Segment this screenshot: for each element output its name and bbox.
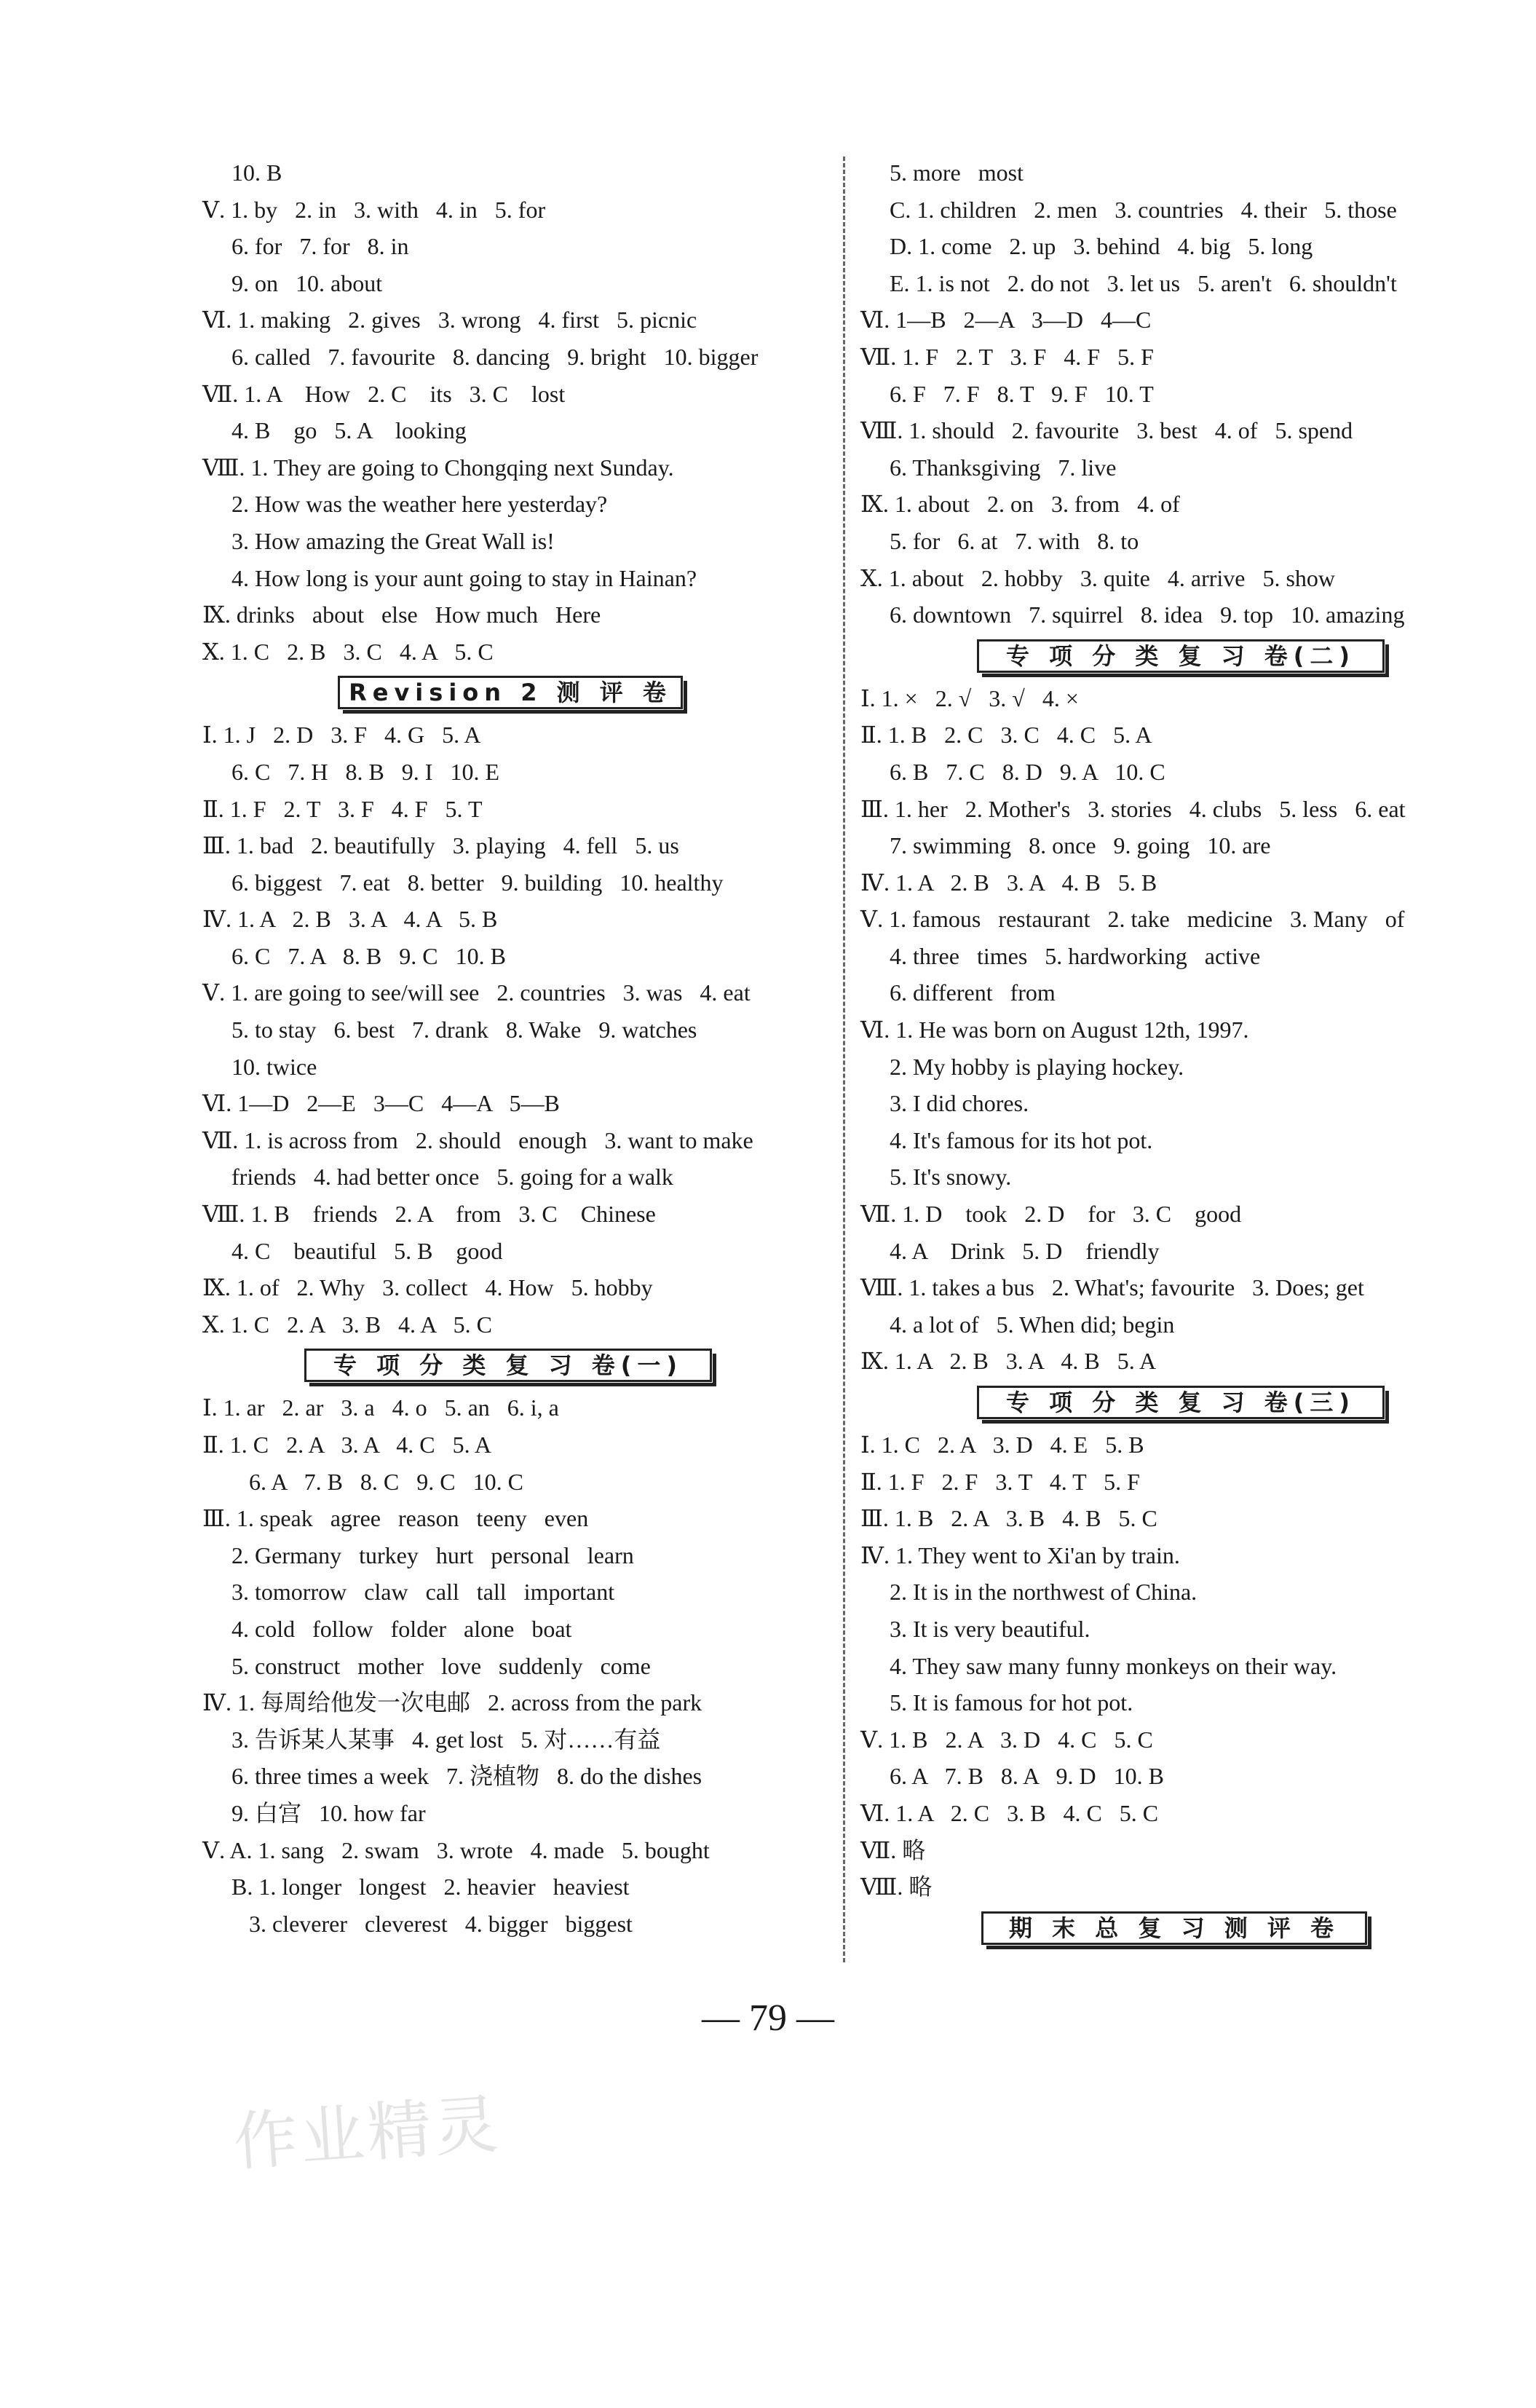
answer-line: 6. biggest 7. eat 8. better 9. building 10. healthy <box>231 869 724 896</box>
section-header: Revision 2 测 评 卷 <box>338 676 683 709</box>
answer-line: Ⅷ. 1. should 2. favourite 3. best 4. of 5. spend <box>860 417 1353 444</box>
answer-line: Ⅵ. 1—B 2—A 3—D 4—C <box>860 307 1152 333</box>
answer-line: Ⅵ. 1. A 2. C 3. B 4. C 5. C <box>860 1799 1159 1826</box>
answer-line: Ⅸ. 1. about 2. on 3. from 4. of <box>860 491 1180 518</box>
answer-line: Ⅷ. 1. B friends 2. A from 3. C Chinese <box>202 1201 656 1228</box>
answer-line: 5. It's snowy. <box>890 1164 1012 1191</box>
answer-line: Ⅲ. 1. speak agree reason teeny even <box>202 1505 589 1532</box>
answer-line: 3. How amazing the Great Wall is! <box>231 527 555 554</box>
answer-line: 6. called 7. favourite 8. dancing 9. bright 10. bigger <box>231 343 759 370</box>
answer-line: 2. How was the weather here yesterday? <box>231 491 608 518</box>
answer-line: 6. three times a week 7. 浇植物 8. do the dishes <box>231 1763 702 1790</box>
answer-line: Ⅵ. 1—D 2—E 3—C 4—A 5—B <box>202 1090 560 1117</box>
answer-line: E. 1. is not 2. do not 3. let us 5. aren't 6. shouldn't <box>890 269 1397 296</box>
answer-line: 4. How long is your aunt going to stay in Hainan? <box>231 564 697 591</box>
answer-line: Ⅸ. 1. of 2. Why 3. collect 4. How 5. hobby <box>202 1274 653 1301</box>
answer-line: 2. It is in the northwest of China. <box>890 1579 1197 1606</box>
answer-line: 3. It is very beautiful. <box>890 1615 1090 1642</box>
answer-line: Ⅳ. 1. A 2. B 3. A 4. B 5. B <box>860 869 1157 896</box>
answer-line: Ⅴ. 1. are going to see/will see 2. countries 3. was 4. eat <box>202 979 751 1006</box>
answer-line: 4. C beautiful 5. B good <box>231 1237 503 1264</box>
answer-line: 4. a lot of 5. When did; begin <box>890 1311 1175 1338</box>
section-header: 专 项 分 类 复 习 卷(一) <box>304 1349 712 1382</box>
section-header: 期 末 总 复 习 测 评 卷 <box>981 1911 1367 1945</box>
answer-line: Ⅰ. 1. C 2. A 3. D 4. E 5. B <box>860 1432 1144 1458</box>
answer-line: Ⅷ. 1. They are going to Chongqing next Sunday. <box>202 454 674 481</box>
answer-line: Ⅶ. 1. is across from 2. should enough 3. want to make <box>202 1126 753 1153</box>
answer-line: C. 1. children 2. men 3. countries 4. their 5. those <box>890 196 1397 223</box>
answer-line: Ⅷ. 1. takes a bus 2. What's; favourite 3. Does; get <box>860 1274 1364 1301</box>
answer-line: 6. A 7. B 8. A 9. D 10. B <box>890 1763 1164 1790</box>
answer-line: Ⅸ. 1. A 2. B 3. A 4. B 5. A <box>860 1348 1157 1375</box>
answer-line: 6. F 7. F 8. T 9. F 10. T <box>890 380 1154 407</box>
answer-line: 10. B <box>231 159 282 186</box>
answer-line: 4. B go 5. A looking <box>231 417 467 444</box>
answer-line: Ⅲ. 1. B 2. A 3. B 4. B 5. C <box>860 1505 1157 1532</box>
answer-line: Ⅱ. 1. F 2. F 3. T 4. T 5. F <box>860 1468 1140 1495</box>
answer-line: 4. It's famous for its hot pot. <box>890 1126 1153 1153</box>
answer-line: 3. cleverer cleverest 4. bigger biggest <box>249 1910 633 1937</box>
section-header: 专 项 分 类 复 习 卷(二) <box>977 639 1385 673</box>
answer-line: 7. swimming 8. once 9. going 10. are <box>890 832 1271 859</box>
answer-line: Ⅷ. 略 <box>860 1874 933 1900</box>
answer-line: 4. three times 5. hardworking active <box>890 942 1261 969</box>
answer-line: D. 1. come 2. up 3. behind 4. big 5. long <box>890 233 1313 260</box>
right-column <box>860 154 1501 1952</box>
section-header-wrap <box>860 1380 1501 1426</box>
answer-line: 5. for 6. at 7. with 8. to <box>890 527 1139 554</box>
answer-line: 6. C 7. A 8. B 9. C 10. B <box>231 942 506 969</box>
answer-line: Ⅸ. drinks about else How much Here <box>202 601 601 628</box>
answer-line: Ⅶ. 1. D took 2. D for 3. C good <box>860 1201 1242 1228</box>
answer-line: Ⅳ. 1. A 2. B 3. A 4. A 5. B <box>202 906 498 933</box>
section-header-wrap <box>860 1906 1501 1952</box>
answer-line: Ⅴ. 1. famous restaurant 2. take medicine 3. Many of <box>860 906 1405 933</box>
answer-line: 6. B 7. C 8. D 9. A 10. C <box>890 758 1165 785</box>
answer-line: 6. Thanksgiving 7. live <box>890 454 1117 481</box>
answer-line: 6. C 7. H 8. B 9. I 10. E <box>231 758 499 785</box>
answer-line: 2. My hobby is playing hockey. <box>890 1053 1184 1080</box>
answer-line: Ⅹ. 1. C 2. A 3. B 4. A 5. C <box>202 1311 492 1338</box>
answer-line: B. 1. longer longest 2. heavier heaviest <box>231 1874 630 1900</box>
answer-line: Ⅱ. 1. B 2. C 3. C 4. C 5. A <box>860 722 1152 749</box>
page-number: — 79 — <box>702 1997 834 2039</box>
answer-line: Ⅴ. 1. by 2. in 3. with 4. in 5. for <box>202 196 546 223</box>
answer-line: Ⅴ. A. 1. sang 2. swam 3. wrote 4. made 5. bought <box>202 1836 710 1863</box>
answer-line: Ⅱ. 1. C 2. A 3. A 4. C 5. A <box>202 1432 491 1458</box>
answer-line: 5. more most <box>890 159 1024 186</box>
answer-line: 10. twice <box>231 1053 317 1080</box>
column-divider <box>843 157 845 1962</box>
answer-line: 6. A 7. B 8. C 9. C 10. C <box>249 1468 523 1495</box>
answer-line: 5. It is famous for hot pot. <box>890 1689 1133 1716</box>
section-header-wrap <box>860 633 1501 680</box>
watermark: 作业精灵 <box>231 2086 504 2180</box>
answer-line: Ⅴ. 1. B 2. A 3. D 4. C 5. C <box>860 1726 1153 1753</box>
answer-line: 2. Germany turkey hurt personal learn <box>231 1541 634 1568</box>
answer-line: 6. for 7. for 8. in <box>231 233 409 260</box>
answer-line: Ⅶ. 1. F 2. T 3. F 4. F 5. F <box>860 343 1154 370</box>
answer-line: 4. A Drink 5. D friendly <box>890 1237 1160 1264</box>
answer-line: Ⅵ. 1. making 2. gives 3. wrong 4. first 5. picnic <box>202 307 697 333</box>
left-column <box>202 154 814 1942</box>
answer-line: 5. to stay 6. best 7. drank 8. Wake 9. watches <box>231 1017 697 1043</box>
section-header-wrap <box>202 1343 814 1389</box>
answer-line: Ⅰ. 1. ar 2. ar 3. a 4. o 5. an 6. i, a <box>202 1394 559 1421</box>
answer-line: Ⅳ. 1. They went to Xi'an by train. <box>860 1541 1180 1568</box>
answer-line: 4. cold follow folder alone boat <box>231 1615 572 1642</box>
answer-line: Ⅵ. 1. He was born on August 12th, 1997. <box>860 1017 1249 1043</box>
answer-line: Ⅲ. 1. bad 2. beautifully 3. playing 4. fell 5. us <box>202 832 679 859</box>
section-header: 专 项 分 类 复 习 卷(三) <box>977 1386 1385 1419</box>
answer-line: 3. I did chores. <box>890 1090 1029 1117</box>
answer-line: Ⅹ. 1. about 2. hobby 3. quite 4. arrive 5. show <box>860 564 1336 591</box>
answer-line: 6. different from <box>890 979 1056 1006</box>
answer-line: Ⅳ. 1. 每周给他发一次电邮 2. across from the park <box>202 1689 702 1716</box>
answer-line: 9. on 10. about <box>231 269 383 296</box>
answer-line: Ⅰ. 1. J 2. D 3. F 4. G 5. A <box>202 722 481 749</box>
answer-line: 4. They saw many funny monkeys on their way. <box>890 1652 1337 1679</box>
answer-line: 3. tomorrow claw call tall important <box>231 1579 615 1606</box>
answer-line: Ⅲ. 1. her 2. Mother's 3. stories 4. clubs 5. less 6. eat <box>860 795 1406 822</box>
answer-line: Ⅹ. 1. C 2. B 3. C 4. A 5. C <box>202 638 494 665</box>
answer-line: Ⅱ. 1. F 2. T 3. F 4. F 5. T <box>202 795 483 822</box>
answer-line: Ⅶ. 1. A How 2. C its 3. C lost <box>202 380 566 407</box>
answer-line: 6. downtown 7. squirrel 8. idea 9. top 10. amazing <box>890 601 1405 628</box>
answer-line: 5. construct mother love suddenly come <box>231 1652 651 1679</box>
answer-line: 3. 告诉某人某事 4. get lost 5. 对……有益 <box>231 1726 661 1753</box>
answer-line: Ⅶ. 略 <box>860 1836 926 1863</box>
answer-line: 9. 白宫 10. how far <box>231 1799 426 1826</box>
answer-line: friends 4. had better once 5. going for a walk <box>231 1164 673 1191</box>
answer-line: Ⅰ. 1. × 2. √ 3. √ 4. × <box>860 684 1079 711</box>
section-header-wrap <box>202 670 814 717</box>
